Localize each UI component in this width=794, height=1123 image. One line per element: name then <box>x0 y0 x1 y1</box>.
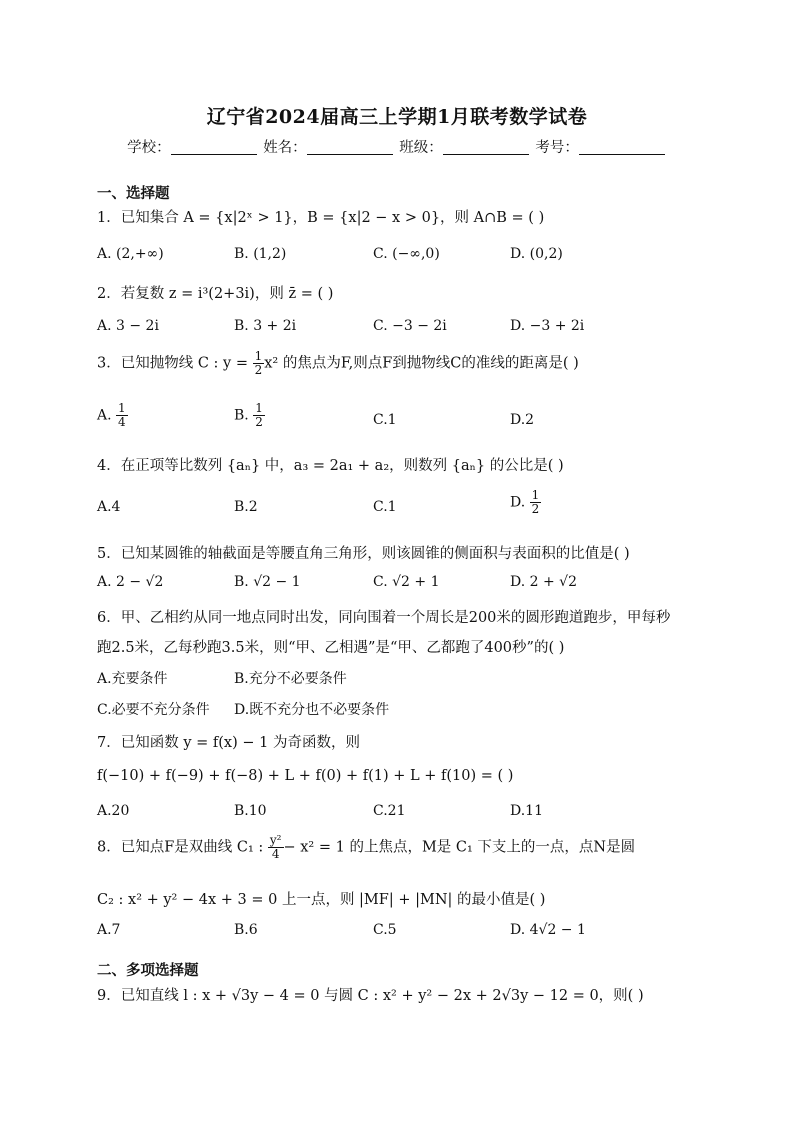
q4-option-b[interactable]: B.2 <box>234 499 258 515</box>
q8-option-d[interactable]: D. 4√2 − 1 <box>510 922 586 938</box>
school-blank[interactable] <box>171 140 257 155</box>
q5-option-d[interactable]: D. 2 + √2 <box>510 574 577 590</box>
q8-option-b[interactable]: B.6 <box>234 922 258 938</box>
q3-text-post: x² 的焦点为F,则点F到抛物线C的准线的距离是( ) <box>264 355 579 372</box>
question-4: 4．在正项等比数列 {aₙ} 中，a₃ = 2a₁ + a₂，则数列 {aₙ} 的公比是( ) <box>97 458 564 474</box>
number-blank[interactable] <box>579 140 665 155</box>
q3-option-d[interactable]: D.2 <box>510 412 535 428</box>
question-8-line-1: 8．已知点F是双曲线 C₁ : $\frac{\text{y²}}{4}$ − x² = 1 的上焦点，M是 C₁ 下支上的一点，点N是圆 <box>97 833 636 861</box>
section-multi-choice: 二、多项选择题 <box>97 962 199 979</box>
student-info-line <box>0 136 794 157</box>
name-blank[interactable] <box>307 140 393 155</box>
q3-option-c[interactable]: C.1 <box>373 412 397 428</box>
number-label: 考号： <box>535 140 579 156</box>
q3-option-a[interactable]: A. $\frac{1}{4}$ <box>97 401 126 429</box>
q2-option-c[interactable]: C. −3 − 2i <box>373 318 447 334</box>
school-label: 学校： <box>127 140 171 156</box>
question-6-line-2: 跑2.5米，乙每秒跑3.5米，则“甲、乙相遇”是“甲、乙都跑了400秒”的( ) <box>97 640 565 656</box>
q8-fraction: $\frac{\text{y²}}{4}$ <box>269 833 282 861</box>
q5-option-b[interactable]: B. √2 − 1 <box>234 574 301 590</box>
q5-option-c[interactable]: C. √2 + 1 <box>373 574 440 590</box>
question-9: 9．已知直线 l : x + √3y − 4 = 0 与圆 C : x² + y² − 2x + 2√3y − 12 = 0，则( ) <box>97 988 644 1004</box>
q7-option-a[interactable]: A.20 <box>97 803 130 819</box>
q8-option-c[interactable]: C.5 <box>373 922 397 938</box>
q4-option-c[interactable]: C.1 <box>373 499 397 515</box>
q7-option-b[interactable]: B.10 <box>234 803 267 819</box>
question-1: 1．已知集合 A = {x|2ˣ > 1}，B = {x|2 − x > 0}，则 A∩B = ( ) <box>97 210 545 226</box>
q5-option-a[interactable]: A. 2 − √2 <box>97 574 164 590</box>
class-blank[interactable] <box>443 140 529 155</box>
q4-option-d[interactable]: D. $\frac{1}{2}$ <box>510 488 540 516</box>
q7-option-c[interactable]: C.21 <box>373 803 406 819</box>
section-choice: 一、选择题 <box>97 185 170 202</box>
class-label: 班级： <box>399 140 443 156</box>
q8-option-a[interactable]: A.7 <box>97 922 121 938</box>
q6-option-b[interactable]: B.充分不必要条件 <box>234 671 347 687</box>
q2-option-b[interactable]: B. 3 + 2i <box>234 318 297 334</box>
q6-option-c[interactable]: C.必要不充分条件 <box>97 702 210 718</box>
q2-option-a[interactable]: A. 3 − 2i <box>97 318 159 334</box>
q1-option-b[interactable]: B. (1,2) <box>234 246 287 262</box>
question-3 <box>97 350 579 377</box>
q6-option-d[interactable]: D.既不充分也不必要条件 <box>234 702 390 718</box>
q1-option-c[interactable]: C. (−∞,0) <box>373 246 440 262</box>
exam-title: 辽宁省2024届高三上学期1月联考数学试卷 <box>206 106 588 128</box>
question-6-line-1: 6．甲、乙相约从同一地点同时出发，同向围着一个周长是200米的圆形跑道跑步，甲每秒 <box>97 610 671 626</box>
question-5: 5．已知某圆锥的轴截面是等腰直角三角形，则该圆锥的侧面积与表面积的比值是( ) <box>97 546 630 562</box>
name-label: 姓名： <box>263 140 307 156</box>
q6-option-a[interactable]: A.充要条件 <box>97 671 168 687</box>
question-8-line-2: C₂ : x² + y² − 4x + 3 = 0 上一点，则 |MF| + |MN| 的最小值是( ) <box>97 892 546 908</box>
question-7-line-2: f(−10) + f(−9) + f(−8) + L + f(0) + f(1) + L + f(10) = ( ) <box>97 768 514 784</box>
q3-fraction: $\frac{1}{2}$ <box>254 349 263 377</box>
question-2: 2．若复数 z = i³(2+3i)，则 z̄ = ( ) <box>97 286 334 302</box>
question-7-line-1: 7．已知函数 y = f(x) − 1 为奇函数，则 <box>97 735 360 751</box>
q3-text-pre: 3．已知抛物线 C : y = <box>97 355 248 372</box>
q7-option-d[interactable]: D.11 <box>510 803 543 819</box>
q4-option-a[interactable]: A.4 <box>97 499 121 515</box>
q1-option-a[interactable]: A. (2,+∞) <box>97 246 164 262</box>
q1-option-d[interactable]: D. (0,2) <box>510 246 563 262</box>
q3-option-b[interactable]: B. $\frac{1}{2}$ <box>234 401 263 429</box>
q2-option-d[interactable]: D. −3 + 2i <box>510 318 585 334</box>
